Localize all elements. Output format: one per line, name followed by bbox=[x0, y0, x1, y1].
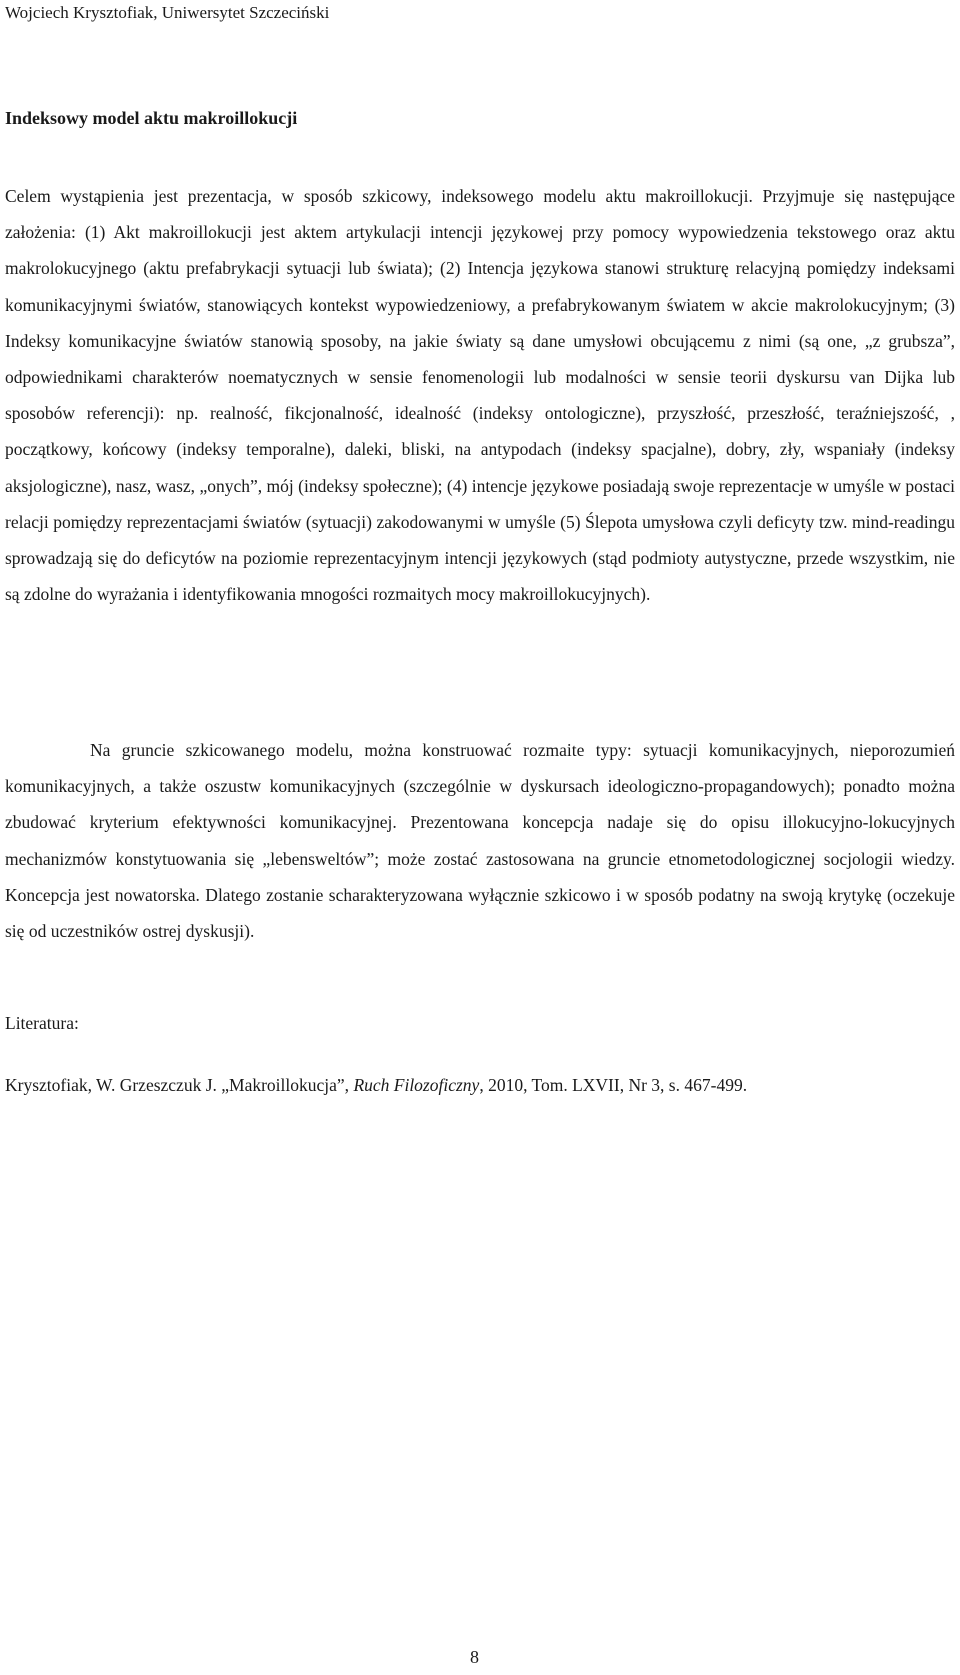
literature-details: , 2010, Tom. LXVII, Nr 3, s. 467-499. bbox=[479, 1075, 748, 1095]
document-title: Indeksowy model aktu makroillokucji bbox=[5, 108, 298, 128]
page-number: 8 bbox=[470, 1647, 479, 1667]
author-affiliation: Wojciech Krysztofiak, Uniwersytet Szczeciński bbox=[5, 3, 330, 22]
literature-authors: Krysztofiak, W. Grzeszczuk J. „Makroillokucja”, bbox=[5, 1075, 354, 1095]
literature-entry bbox=[5, 1073, 747, 1097]
paragraph-assumptions: Celem wystąpienia jest prezentacja, w sposób szkicowy, indeksowego modelu aktu makroillokucji. Przyjmuje się następujące założenia: (1) Akt makroillokucji jest aktem artykulacji intencji językowej przy pomocy wypowiedzenia tekstowego oraz aktu makrolokucyjnego (aktu prefabrykacji sytuacji lub świata); (2) Intencja językowa stanowi strukturę relacyjną pomiędzy indeksami komunikacyjnymi światów, stanowiących kontekst wypowiedzeniowy, a prefabrykowanym światem w akcie makrolokucyjnym; (3) Indeksy komunikacyjne światów stanowią sposoby, na jakie światy są dane umysłowi obcującemu z nimi (są one, „z grubsza”, odpowiednikami charakterów noematycznych w sensie fenomenologii lub modalności w sensie teorii dyskursu van Dijka lub sposobów referencji): np. realność, fikcjonalność, idealność (indeksy ontologiczne), przyszłość, przeszłość, teraźniejszość, , początkowy, końcowy (indeksy temporalne), daleki, bliski, na antypodach (indeksy spacjalne), dobry, zły, wspaniały (indeksy aksjologiczne), nasz, wasz, „onych”, mój (indeksy społeczne); (4) intencje językowe posiadają swoje reprezentacje w umyśle w postaci relacji pomiędzy reprezentacjami światów (sytuacji) zakodowanymi w umyśle (5) Ślepota umysłowa czyli deficyty tzw. mind-readingu sprowadzają się do deficytów na poziomie reprezentacyjnym intencji językowych (stąd podmioty autystyczne, przede wszystkim, nie są zdolne do wyrażania i identyfikowania mnogości rozmaitych mocy makroillokucyjnych). bbox=[5, 186, 955, 605]
paragraph-applications: Na gruncie szkicowanego modelu, można konstruować rozmaite typy: sytuacji komunikacyjnych, nieporozumień komunikacyjnych, a także oszustw komunikacyjnych (szczególnie w dyskursach ideologiczno-propagandowych); ponadto można zbudować kryterium efektywności komunikacyjnej. Prezentowana koncepcja nadaje się do opisu illokucyjno-lokucyjnych mechanizmów konstytuowania się „lebensweltów”; może zostać zastosowana na gruncie etnometodologicznej socjologii wiedzy. Koncepcja jest nowatorska. Dlatego zostanie scharakteryzowana wyłącznie szkicowo i w sposób podatny na swoją krytykę (oczekuje się od uczestników ostrej dyskusji). bbox=[5, 740, 955, 942]
literature-heading: Literatura: bbox=[5, 1013, 79, 1033]
literature-journal: Ruch Filozoficzny bbox=[353, 1075, 480, 1095]
